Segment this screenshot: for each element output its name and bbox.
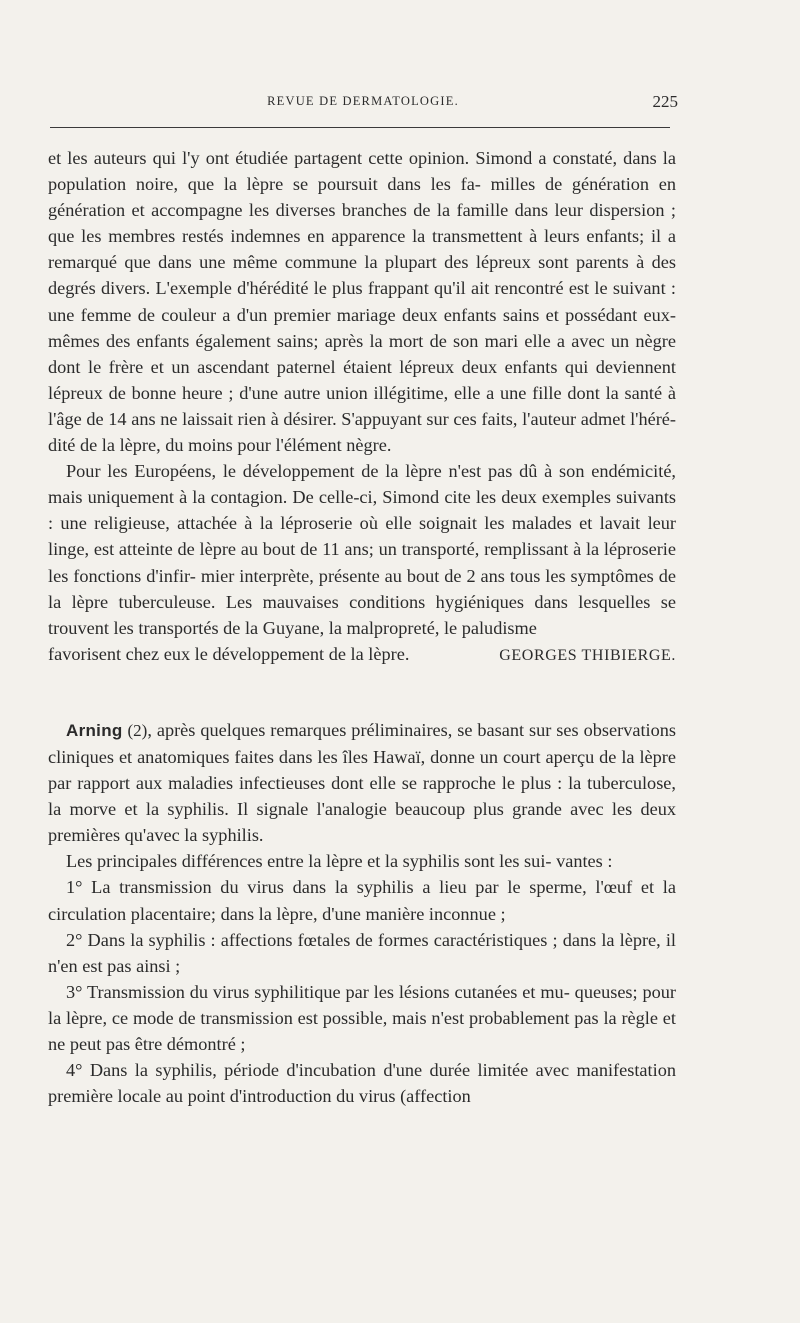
text-line: la syphilis. — [184, 825, 264, 846]
author-name: Arning — [66, 720, 123, 740]
footnote-ref: (2) — [127, 720, 148, 740]
page-number: 225 — [652, 92, 678, 111]
text-line: d'une autre union illégitime, elle a une fille dont la santé à l'âge de 14 ans — [48, 382, 676, 429]
paragraph-differences — [48, 848, 676, 874]
text-line: Pour les Européens, le développement de la lèpre n'est pas dû à son — [66, 461, 585, 482]
text-line: ne laissait rien à désirer. S'appuyant sur ces faits, l'auteur admet l'héré- — [160, 408, 676, 429]
text-line: étaient lépreux deux enfants qui deviennent lépreux de bonne heure ; — [48, 356, 676, 403]
text-line: dans la lèpre, il n'en est pas ainsi ; — [48, 929, 676, 976]
page-header — [48, 94, 678, 116]
text-line: queuses; pour la lèpre, ce mode de transmission est possible, mais — [48, 981, 677, 1028]
text-line: Les principales différences entre la lèpre et la syphilis sont les sui- — [66, 851, 552, 872]
text-line: une même commune la plupart des lépreux sont parents à des degrés — [48, 252, 676, 299]
paragraph-contagion — [48, 458, 676, 641]
list-item-2 — [48, 927, 676, 979]
text-line: mier interprète, présente au bout de 2 ans tous les symptômes de la lèpre — [48, 565, 676, 612]
section-gap — [48, 669, 676, 717]
text-line: vantes : — [556, 851, 613, 872]
paragraph-arning-intro — [48, 717, 676, 848]
list-item-1 — [48, 874, 676, 926]
header-rule — [50, 127, 670, 128]
text-line: favorisent chez eux le développement de la lèpre. — [48, 643, 410, 664]
text-line: de la famille dans leur dispersion ; que les membres restés indemnes — [48, 200, 676, 247]
text-line: , après quelques remarques préliminaires, se basant sur ses — [147, 719, 579, 740]
text-line: suivant : une femme de couleur a d'un premier mariage deux enfants — [48, 278, 676, 325]
text-line: les deux exemples suivants : une religieuse, attachée à la léproserie où — [48, 487, 677, 534]
text-line: de 11 ans; un transporté, remplissant à la léproserie les fonctions d'infir- — [48, 539, 677, 586]
text-line: sains et possédant eux-mêmes des enfants également sains; après la mort — [48, 304, 676, 351]
text-line: elle se rapproche le plus : la tuberculose, la morve et la syphilis. Il — [48, 773, 676, 820]
text-line: de son mari elle a avec un nègre dont le frère et un ascendant paternel — [48, 330, 676, 377]
text-line: endémicité, mais uniquement à la contagion. De celle-ci, Simond cite — [48, 461, 676, 508]
text-line: constaté, dans la population noire, que la lèpre se poursuit dans les fa- — [48, 148, 677, 195]
text-line: divers. L'exemple d'hérédité le plus frappant qu'il ait rencontré est le — [100, 278, 608, 299]
closing-line — [48, 641, 676, 669]
text-line: n'est probablement pas la règle et ne peut pas être démontré ; — [48, 1007, 676, 1054]
text-line: 3° Transmission du virus syphilitique par les lésions cutanées et mu- — [66, 981, 570, 1002]
running-head: REVUE DE DERMATOLOGIE. — [267, 94, 459, 108]
text-line: un court aperçu de la lèpre par rapport aux maladies infectieuses dont — [48, 746, 677, 794]
text-line: trouvent les transportés de la Guyane, la malpropreté, le paludisme — [48, 617, 537, 638]
text-line: 1° La transmission du virus dans la syphilis a lieu par le sperme, — [66, 877, 587, 898]
text-line: dité de la lèpre, du moins pour l'élément nègre. — [48, 435, 392, 456]
list-item-3 — [48, 979, 676, 1057]
page-body — [48, 145, 676, 1109]
text-line: milles de génération en génération et accompagne les diverses branches — [48, 174, 677, 221]
text-line: signale l'analogie beaucoup plus grande avec les deux premières qu'avec — [48, 799, 677, 846]
paragraph-heredity — [48, 145, 676, 458]
text-line: en apparence la transmettent à leurs enfants; il a remarqué que dans — [48, 226, 676, 273]
author-signature: GEORGES THIBIERGE. — [499, 646, 676, 664]
text-line: manifestation première locale au point d'introduction du virus (affection — [48, 1060, 676, 1107]
list-item-4 — [48, 1057, 676, 1109]
text-line: elle soignait les malades et lavait leur linge, est atteinte de lèpre au bout — [48, 513, 677, 560]
text-line: et les auteurs qui l'y ont étudiée partagent cette opinion. Simond a — [48, 148, 547, 168]
text-line: tuberculeuse. Les mauvaises conditions hygiéniques dans lesquelles se — [118, 591, 676, 612]
text-line: 2° Dans la syphilis : affections fœtales de formes caractéristiques ; — [66, 929, 558, 950]
text-line: 4° Dans la syphilis, période d'incubation d'une durée limitée avec — [66, 1060, 570, 1081]
text-line: l'œuf et la circulation placentaire; dans la lèpre, d'une manière inconnue ; — [48, 877, 676, 924]
text-line: observations cliniques et anatomiques faites dans les îles Hawaï, donne — [48, 719, 676, 767]
